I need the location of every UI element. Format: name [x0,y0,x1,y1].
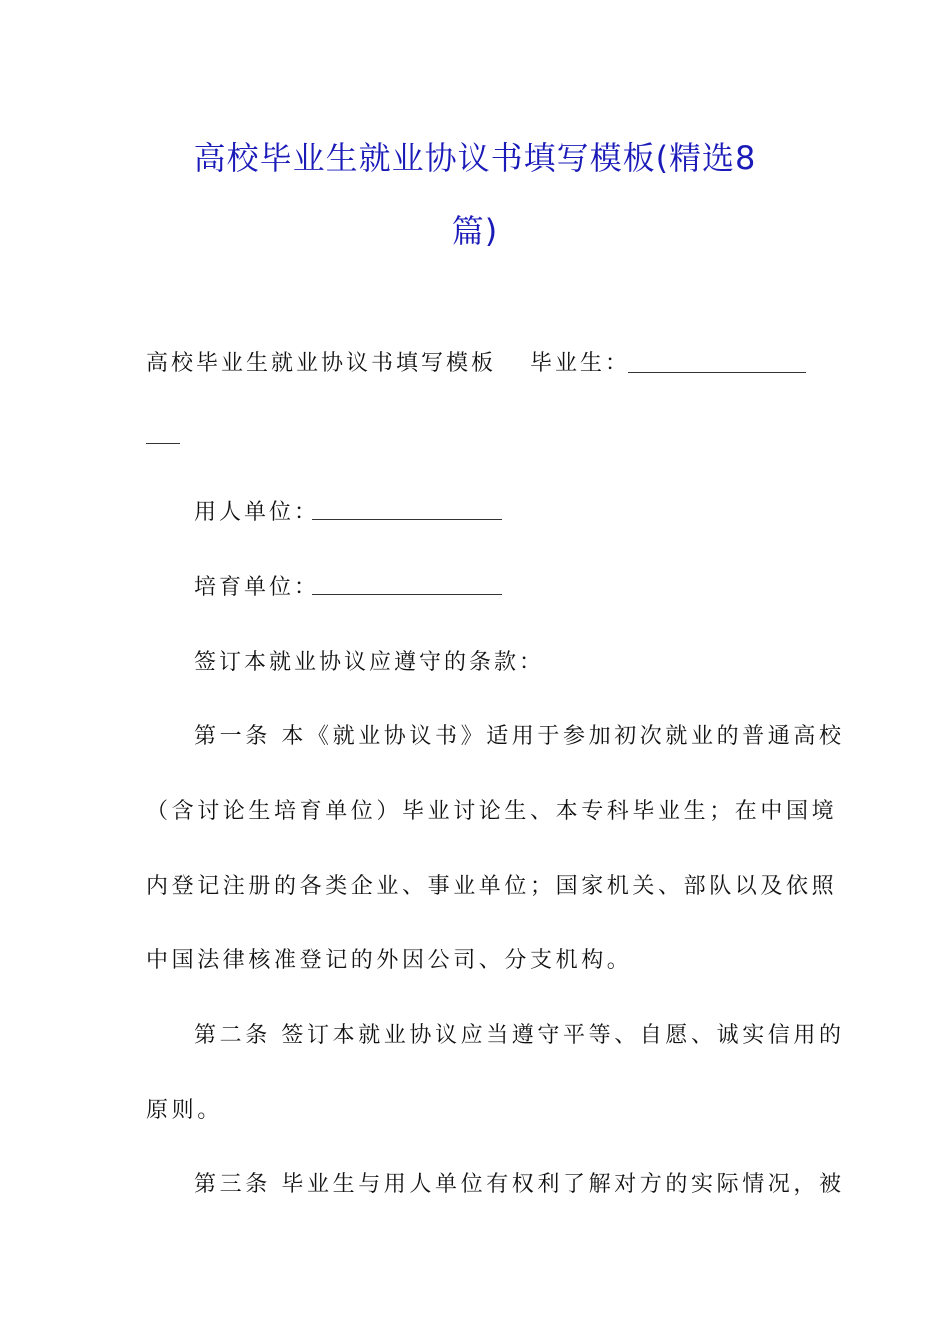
employer-blank-field[interactable] [312,497,502,520]
article-1-line-2: （含讨论生培育单位）毕业讨论生、本专科毕业生；在中国境 [146,799,838,824]
employer-row [194,495,319,526]
document-title-line-2: 篇) [451,212,499,250]
graduate-label: 毕业生： [530,351,631,376]
article-2-line-2: 原则。 [146,1098,223,1123]
document-title-line-1: 高校毕业生就业协议书填写模板(精选8 [193,139,757,177]
article-2-line-1: 第二条 签订本就业协议应当遵守平等、自愿、诚实信用的 [194,1023,845,1048]
trainer-label: 培育单位： [194,575,320,600]
trainer-blank-field[interactable] [312,572,502,595]
article-3-line-1: 第三条 毕业生与用人单位有权利了解对方的实际情况，被 [194,1172,845,1197]
form-intro-text: 高校毕业生就业协议书填写模板 [146,351,497,376]
graduate-row [530,346,630,377]
article-1-line-3: 内登记注册的各类企业、事业单位；国家机关、部队以及依照 [146,874,838,899]
employer-label: 用人单位： [194,500,320,525]
clauses-heading: 签订本就业协议应遵守的条款： [194,650,545,675]
trainer-row [194,570,319,601]
form-intro-row [146,346,496,377]
graduate-blank-field[interactable] [628,350,806,373]
article-1-line-4: 中国法律核准登记的外因公司、分支机构。 [146,948,633,973]
graduate-blank-field-continued[interactable] [146,421,180,444]
article-1-line-1: 第一条 本《就业协议书》适用于参加初次就业的普通高校 [194,724,845,749]
